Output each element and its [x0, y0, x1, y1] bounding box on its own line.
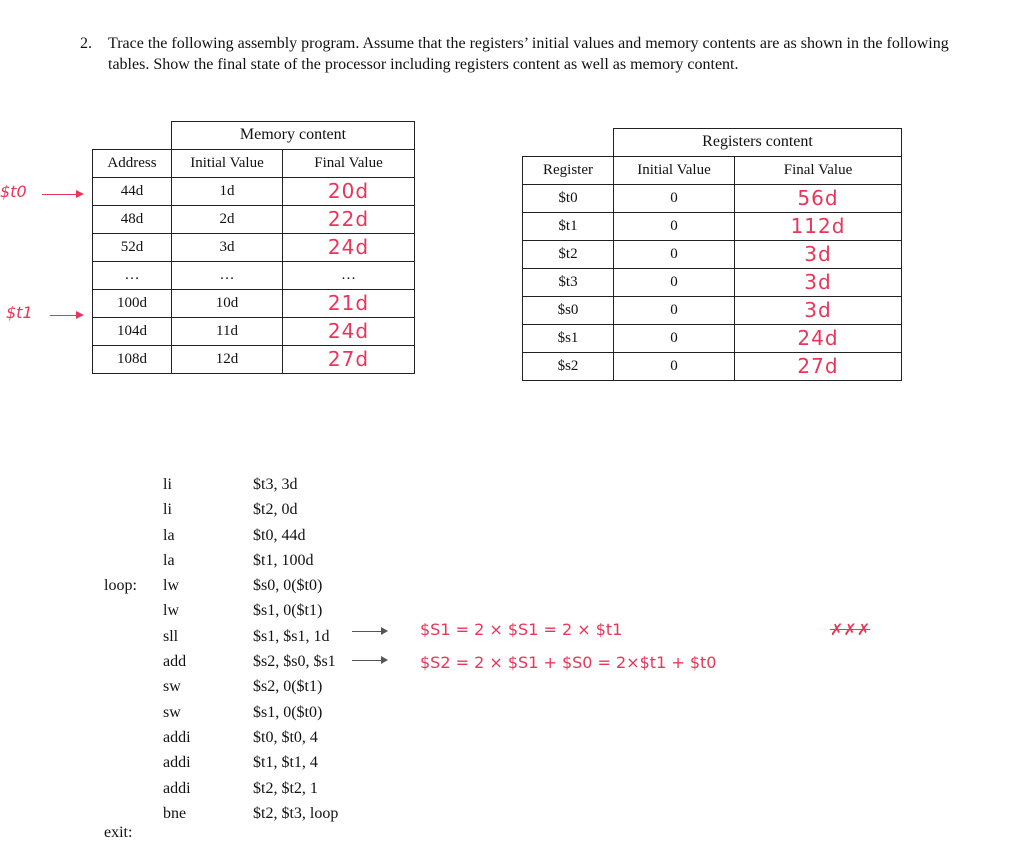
register-name: $s2: [523, 352, 614, 380]
note-sll: $S1 = 2 × $S1 = 2 × $t1: [420, 620, 623, 639]
register-initial: 0: [614, 240, 735, 268]
table-row: [93, 345, 415, 373]
register-initial: 0: [614, 324, 735, 352]
code-op: lw: [163, 602, 179, 620]
code-line: [104, 700, 404, 725]
code-op: addi: [163, 728, 191, 746]
table-row: [523, 240, 902, 268]
code-line: [104, 598, 404, 623]
table-row: [523, 184, 902, 212]
code-op: bne: [163, 804, 187, 822]
register-final: 24d: [735, 324, 902, 352]
memory-address: …: [93, 261, 172, 289]
code-op: la: [163, 551, 175, 569]
register-name: $t0: [523, 184, 614, 212]
code-line: [104, 497, 404, 522]
memory-final: 27d: [283, 345, 415, 373]
question: [80, 33, 960, 75]
assembly-listing: [104, 472, 404, 826]
arrow-t0-icon: [42, 194, 82, 195]
register-final: 56d: [735, 184, 902, 212]
arrow-note1-icon: [352, 631, 386, 632]
code-args: $t0, $t0, 4: [253, 728, 318, 746]
memory-initial: 12d: [172, 345, 283, 373]
memory-address: 100d: [93, 289, 172, 317]
table-row: [93, 261, 415, 289]
memory-initial: 11d: [172, 317, 283, 345]
register-initial: 0: [614, 212, 735, 240]
memory-header-final: Final Value: [283, 149, 415, 177]
registers-header-register: Register: [523, 156, 614, 184]
memory-header-address: Address: [93, 149, 172, 177]
code-line: [104, 624, 404, 649]
code-line: [104, 801, 404, 826]
code-args: $s1, 0($t1): [253, 602, 323, 620]
code-line: [104, 523, 404, 548]
side-label-t1: $t1: [6, 303, 33, 322]
code-args: $t2, 0d: [253, 501, 298, 519]
memory-address: 48d: [93, 205, 172, 233]
registers-table: [522, 128, 902, 381]
exit-label: exit:: [104, 824, 133, 841]
memory-table-title: Memory content: [172, 122, 415, 150]
memory-initial: 3d: [172, 233, 283, 261]
code-args: $s1, 0($t0): [253, 703, 323, 721]
register-initial: 0: [614, 184, 735, 212]
register-final: 27d: [735, 352, 902, 380]
arrow-note2-icon: [352, 660, 386, 661]
register-name: $t3: [523, 268, 614, 296]
code-line: [104, 472, 404, 497]
register-final: 3d: [735, 296, 902, 324]
registers-table-title: Registers content: [614, 129, 902, 157]
table-row: [523, 268, 902, 296]
table-row: [523, 324, 902, 352]
register-name: $s1: [523, 324, 614, 352]
memory-final: 20d: [283, 177, 415, 205]
register-final: 3d: [735, 240, 902, 268]
code-op: addi: [163, 779, 191, 797]
code-line: [104, 674, 404, 699]
code-args: $s2, $s0, $s1: [253, 653, 336, 671]
code-op: lw: [163, 577, 179, 595]
code-args: $s0, 0($t0): [253, 577, 323, 595]
registers-table-title-row: [523, 129, 902, 157]
code-line: [104, 776, 404, 801]
register-final: 112d: [735, 212, 902, 240]
code-args: $t0, 44d: [253, 526, 306, 544]
code-op: li: [163, 501, 172, 519]
memory-address: 104d: [93, 317, 172, 345]
memory-initial: …: [172, 261, 283, 289]
question-number: 2.: [80, 35, 92, 52]
registers-table-header-row: [523, 156, 902, 184]
memory-table-title-row: [93, 122, 415, 150]
code-label: loop:: [104, 577, 137, 595]
code-args: $t1, $t1, 4: [253, 754, 318, 772]
table-row: [523, 212, 902, 240]
memory-address: 108d: [93, 345, 172, 373]
register-final: 3d: [735, 268, 902, 296]
code-line: [104, 649, 404, 674]
memory-table: [92, 121, 415, 374]
memory-final: 21d: [283, 289, 415, 317]
code-op: addi: [163, 754, 191, 772]
table-row: [93, 177, 415, 205]
code-args: $t3, 3d: [253, 476, 298, 493]
code-args: $t2, $t3, loop: [253, 804, 339, 822]
code-op: li: [163, 476, 172, 493]
memory-final: 24d: [283, 233, 415, 261]
register-initial: 0: [614, 352, 735, 380]
note-add: $S2 = 2 × $S1 + $S0 = 2×$t1 + $t0: [420, 653, 717, 672]
code-line: [104, 750, 404, 775]
question-text: Trace the following assembly program. Assume that the registers’ initial values and memory contents are as shown in the following tables. Show the final state of the processor including registers content as well as memory content.: [108, 35, 949, 73]
memory-final: 24d: [283, 317, 415, 345]
code-op: la: [163, 526, 175, 544]
table-row: [93, 233, 415, 261]
memory-initial: 2d: [172, 205, 283, 233]
code-op: sw: [163, 703, 181, 721]
code-line: [104, 725, 404, 750]
registers-header-final: Final Value: [735, 156, 902, 184]
code-line: [104, 573, 404, 598]
memory-header-initial: Initial Value: [172, 149, 283, 177]
register-name: $s0: [523, 296, 614, 324]
arrow-t1-icon: [50, 315, 82, 316]
code-args: $t2, $t2, 1: [253, 779, 318, 797]
memory-final: …: [283, 261, 415, 289]
table-row: [93, 205, 415, 233]
memory-initial: 1d: [172, 177, 283, 205]
register-initial: 0: [614, 268, 735, 296]
side-label-t0: $t0: [0, 182, 27, 201]
table-row: [93, 317, 415, 345]
code-op: sll: [163, 627, 179, 645]
code-line: [104, 548, 404, 573]
memory-address: 52d: [93, 233, 172, 261]
table-row: [93, 289, 415, 317]
code-args: $s2, 0($t1): [253, 678, 323, 696]
register-name: $t2: [523, 240, 614, 268]
register-name: $t1: [523, 212, 614, 240]
memory-final: 22d: [283, 205, 415, 233]
memory-initial: 10d: [172, 289, 283, 317]
table-row: [523, 296, 902, 324]
table-row: [523, 352, 902, 380]
code-op: add: [163, 653, 187, 671]
code-args: $t1, 100d: [253, 551, 314, 569]
memory-table-header-row: [93, 149, 415, 177]
scribble-icon: ✗✗✗: [830, 620, 871, 639]
code-op: sw: [163, 678, 181, 696]
registers-header-initial: Initial Value: [614, 156, 735, 184]
code-args: $s1, $s1, 1d: [253, 627, 330, 645]
memory-address: 44d: [93, 177, 172, 205]
register-initial: 0: [614, 296, 735, 324]
